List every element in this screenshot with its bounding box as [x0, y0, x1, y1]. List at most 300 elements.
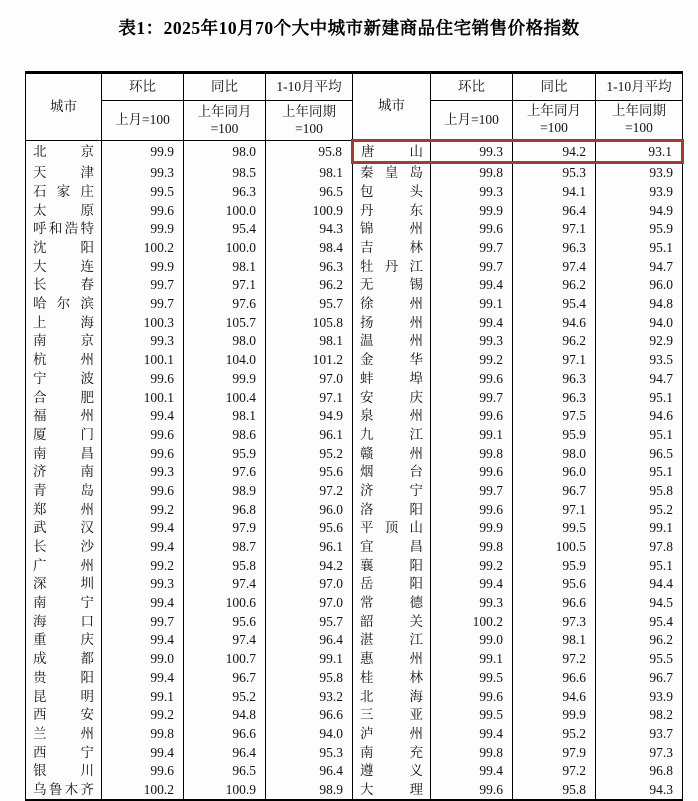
city-cell: [26, 481, 102, 500]
city-name: 长 春: [33, 277, 94, 293]
value-cell: 97.6: [184, 295, 266, 314]
header-avg-left: 1-10月平均: [266, 73, 353, 101]
value-cell: 99.4: [102, 668, 184, 687]
value-cell: 99.3: [102, 575, 184, 594]
value-cell: 100.1: [102, 388, 184, 407]
value-cell: 97.1: [513, 220, 596, 239]
value-cell: 96.5: [596, 444, 683, 463]
value-cell: 96.2: [596, 631, 683, 650]
city-cell: [353, 556, 431, 575]
city-cell: [353, 238, 431, 257]
city-name: 乌 鲁 木 齐: [33, 781, 94, 797]
table-row: [26, 463, 683, 482]
value-cell: 99.6: [431, 369, 513, 388]
value-cell: 95.4: [184, 220, 266, 239]
table-row: [26, 650, 683, 669]
value-cell: 96.2: [513, 276, 596, 295]
value-cell: 95.3: [513, 162, 596, 182]
city-name: 成 都: [33, 651, 94, 667]
value-cell: 100.4: [184, 388, 266, 407]
value-cell: 99.4: [102, 537, 184, 556]
value-cell: 99.6: [102, 201, 184, 220]
value-cell: 95.8: [266, 668, 353, 687]
city-cell: [353, 407, 431, 426]
value-cell: 96.6: [513, 594, 596, 613]
city-cell: [26, 141, 102, 163]
value-cell: 96.6: [513, 668, 596, 687]
value-cell: 99.6: [431, 463, 513, 482]
value-cell: 95.8: [596, 481, 683, 500]
value-cell: 97.1: [513, 500, 596, 519]
city-name: 上 海: [33, 314, 94, 330]
city-name: 秦 皇 岛: [360, 165, 423, 181]
value-cell: 96.4: [184, 743, 266, 762]
city-cell: [353, 220, 431, 239]
value-cell: 98.4: [266, 238, 353, 257]
value-cell: 99.1: [431, 425, 513, 444]
city-name: 唐 山: [361, 143, 423, 159]
value-cell: 95.9: [596, 220, 683, 239]
value-cell: 93.7: [596, 724, 683, 743]
value-cell: 98.0: [184, 332, 266, 351]
value-cell: 97.4: [513, 257, 596, 276]
city-name: 吉 林: [360, 240, 423, 256]
value-cell: 96.8: [596, 762, 683, 781]
city-name: 长 沙: [33, 539, 94, 555]
value-cell: 97.1: [513, 351, 596, 370]
value-cell: 95.5: [596, 650, 683, 669]
value-cell: 95.8: [513, 780, 596, 800]
value-cell: 96.5: [266, 182, 353, 201]
value-cell: 99.7: [102, 276, 184, 295]
city-name: 丹 东: [360, 202, 423, 218]
value-cell: 97.1: [266, 388, 353, 407]
city-name: 大 理: [360, 781, 423, 797]
value-cell: 93.9: [596, 162, 683, 182]
table-row: [26, 594, 683, 613]
value-cell: 94.0: [266, 724, 353, 743]
value-cell: 96.4: [513, 201, 596, 220]
table-row: [26, 276, 683, 295]
city-name: 赣 州: [360, 445, 423, 461]
city-name: 扬 州: [360, 314, 423, 330]
value-cell: 95.2: [596, 500, 683, 519]
city-name: 昆 明: [33, 688, 94, 704]
value-cell: 94.6: [596, 407, 683, 426]
header-mom-base-right: 上月=100: [431, 101, 513, 141]
value-cell: 93.5: [596, 351, 683, 370]
value-cell: 98.0: [513, 444, 596, 463]
value-cell: 97.3: [596, 743, 683, 762]
value-cell: 97.6: [184, 463, 266, 482]
city-cell: [353, 724, 431, 743]
city-name: 南 昌: [33, 445, 94, 461]
city-name: 天 津: [33, 164, 94, 180]
value-cell: 99.3: [102, 463, 184, 482]
table-row: [26, 612, 683, 631]
value-cell: 100.2: [102, 238, 184, 257]
city-name: 西 宁: [33, 744, 94, 760]
city-name: 南 宁: [33, 595, 94, 611]
city-name: 杭 州: [33, 352, 94, 368]
table-body: [26, 141, 683, 801]
value-cell: 94.2: [266, 556, 353, 575]
value-cell: 99.5: [431, 706, 513, 725]
highlighted-value-cell: 99.3: [431, 141, 513, 163]
value-cell: 98.5: [184, 162, 266, 182]
city-cell: [26, 351, 102, 370]
value-cell: 96.5: [184, 762, 266, 781]
city-cell: [353, 295, 431, 314]
value-cell: 95.8: [266, 141, 353, 163]
city-cell: [26, 332, 102, 351]
city-cell: [353, 575, 431, 594]
city-cell: [353, 425, 431, 444]
value-cell: 99.4: [102, 631, 184, 650]
city-name: 西 安: [33, 707, 94, 723]
value-cell: 97.2: [266, 481, 353, 500]
table-row: [26, 743, 683, 762]
table-row: [26, 537, 683, 556]
value-cell: 99.6: [102, 481, 184, 500]
city-cell: [26, 780, 102, 800]
city-cell: [26, 762, 102, 781]
value-cell: 99.7: [431, 388, 513, 407]
city-name: 遵 义: [360, 763, 423, 779]
city-name: 烟 台: [360, 464, 423, 480]
table-row: [26, 201, 683, 220]
value-cell: 94.4: [596, 575, 683, 594]
city-name: 洛 阳: [360, 501, 423, 517]
value-cell: 96.7: [184, 668, 266, 687]
value-cell: 99.7: [102, 612, 184, 631]
city-cell: [26, 575, 102, 594]
city-cell: [26, 594, 102, 613]
value-cell: 96.7: [596, 668, 683, 687]
table-row: [26, 519, 683, 538]
value-cell: 99.1: [266, 650, 353, 669]
value-cell: 96.0: [596, 276, 683, 295]
value-cell: 99.1: [596, 519, 683, 538]
city-cell: [353, 182, 431, 201]
city-cell: [26, 724, 102, 743]
value-cell: 100.5: [513, 537, 596, 556]
table-row: [26, 388, 683, 407]
value-cell: 96.3: [513, 388, 596, 407]
city-cell: [353, 762, 431, 781]
city-cell: [353, 706, 431, 725]
city-name: 广 州: [33, 557, 94, 573]
value-cell: 95.1: [596, 463, 683, 482]
city-cell: [26, 463, 102, 482]
value-cell: 98.1: [266, 162, 353, 182]
city-cell: [353, 687, 431, 706]
value-cell: 97.9: [513, 743, 596, 762]
table-row: [26, 141, 683, 163]
city-name: 太 原: [33, 202, 94, 218]
city-cell: [353, 162, 431, 182]
header-yoy-base-right: 上年同月 =100: [513, 101, 596, 141]
table-row: [26, 556, 683, 575]
value-cell: 94.6: [513, 687, 596, 706]
header-city-right: 城市: [353, 73, 431, 141]
city-name: 韶 关: [360, 613, 423, 629]
value-cell: 98.0: [184, 141, 266, 163]
city-name: 大 连: [33, 258, 94, 274]
value-cell: 100.9: [184, 780, 266, 800]
city-cell: [26, 687, 102, 706]
city-name: 重 庆: [33, 632, 94, 648]
city-cell: [353, 313, 431, 332]
value-cell: 99.6: [102, 444, 184, 463]
value-cell: 99.2: [102, 706, 184, 725]
header-avg-base-left: 上年同期 =100: [266, 101, 353, 141]
value-cell: 98.1: [184, 257, 266, 276]
value-cell: 100.6: [184, 594, 266, 613]
header-city-left: 城市: [26, 73, 102, 141]
table-row: [26, 706, 683, 725]
table-row: [26, 780, 683, 800]
value-cell: 98.9: [266, 780, 353, 800]
value-cell: 99.9: [102, 141, 184, 163]
highlighted-value-cell: 93.1: [596, 141, 683, 163]
city-cell: [353, 257, 431, 276]
header-yoy-right: 同比: [513, 73, 596, 101]
value-cell: 99.5: [102, 182, 184, 201]
value-cell: 99.6: [431, 687, 513, 706]
value-cell: 99.5: [431, 668, 513, 687]
value-cell: 94.3: [266, 220, 353, 239]
value-cell: 95.8: [184, 556, 266, 575]
value-cell: 99.9: [431, 519, 513, 538]
city-name: 海 口: [33, 613, 94, 629]
price-index-table: [25, 71, 684, 801]
value-cell: 99.7: [431, 481, 513, 500]
city-name: 贵 阳: [33, 669, 94, 685]
city-name: 锦 州: [360, 221, 423, 237]
city-cell: [26, 238, 102, 257]
table-row: [26, 162, 683, 182]
table-row: [26, 369, 683, 388]
city-cell: [353, 594, 431, 613]
city-cell: [353, 481, 431, 500]
page-title: 表1：2025年10月70个大中城市新建商品住宅销售价格指数: [118, 18, 580, 38]
value-cell: 94.0: [596, 313, 683, 332]
table-row: [26, 407, 683, 426]
value-cell: 99.1: [102, 687, 184, 706]
city-cell: [26, 500, 102, 519]
table-row: [26, 295, 683, 314]
table-row: [26, 724, 683, 743]
table-row: [26, 687, 683, 706]
value-cell: 99.6: [431, 500, 513, 519]
city-name: 金 华: [360, 352, 423, 368]
city-name: 蚌 埠: [360, 370, 423, 386]
city-cell: [26, 295, 102, 314]
value-cell: 99.4: [431, 575, 513, 594]
city-name: 福 州: [33, 408, 94, 424]
city-name: 牡 丹 江: [360, 258, 423, 274]
value-cell: 99.6: [431, 407, 513, 426]
value-cell: 99.9: [513, 706, 596, 725]
value-cell: 99.6: [102, 425, 184, 444]
value-cell: 95.7: [266, 295, 353, 314]
value-cell: 100.2: [102, 780, 184, 800]
value-cell: 99.4: [102, 407, 184, 426]
value-cell: 98.1: [513, 631, 596, 650]
value-cell: 99.6: [431, 220, 513, 239]
value-cell: 99.3: [102, 162, 184, 182]
value-cell: 94.3: [596, 780, 683, 800]
value-cell: 99.0: [102, 650, 184, 669]
value-cell: 97.0: [266, 575, 353, 594]
value-cell: 97.0: [266, 369, 353, 388]
highlighted-value-cell: 94.2: [513, 141, 596, 163]
city-name: 济 宁: [360, 482, 423, 498]
city-name: 岳 阳: [360, 576, 423, 592]
value-cell: 96.2: [266, 276, 353, 295]
value-cell: 99.3: [431, 332, 513, 351]
city-cell: [26, 182, 102, 201]
value-cell: 94.5: [596, 594, 683, 613]
value-cell: 100.1: [102, 351, 184, 370]
city-cell: [353, 332, 431, 351]
value-cell: 104.0: [184, 351, 266, 370]
table-row: [26, 313, 683, 332]
city-cell: [26, 556, 102, 575]
value-cell: 95.6: [266, 519, 353, 538]
table-row: [26, 351, 683, 370]
highlighted-city-cell: [353, 141, 431, 163]
value-cell: 97.9: [184, 519, 266, 538]
value-cell: 99.2: [102, 556, 184, 575]
city-cell: [26, 650, 102, 669]
value-cell: 94.6: [513, 313, 596, 332]
city-name: 温 州: [360, 333, 423, 349]
table-row: [26, 257, 683, 276]
value-cell: 105.7: [184, 313, 266, 332]
city-cell: [353, 612, 431, 631]
value-cell: 99.9: [102, 220, 184, 239]
value-cell: 96.4: [266, 762, 353, 781]
city-cell: [26, 706, 102, 725]
value-cell: 97.4: [184, 575, 266, 594]
value-cell: 95.7: [266, 612, 353, 631]
city-name: 沈 阳: [33, 240, 94, 256]
value-cell: 99.8: [431, 743, 513, 762]
value-cell: 98.6: [184, 425, 266, 444]
city-cell: [353, 537, 431, 556]
value-cell: 95.1: [596, 388, 683, 407]
city-name: 深 圳: [33, 576, 94, 592]
value-cell: 99.4: [431, 313, 513, 332]
city-cell: [353, 276, 431, 295]
value-cell: 99.4: [102, 519, 184, 538]
city-cell: [353, 444, 431, 463]
value-cell: 99.8: [431, 537, 513, 556]
city-cell: [26, 201, 102, 220]
value-cell: 96.1: [266, 537, 353, 556]
value-cell: 96.0: [513, 463, 596, 482]
city-cell: [26, 369, 102, 388]
table-row: [26, 668, 683, 687]
table-row: [26, 220, 683, 239]
value-cell: 99.7: [102, 295, 184, 314]
value-cell: 95.3: [266, 743, 353, 762]
value-cell: 99.4: [431, 762, 513, 781]
value-cell: 100.3: [102, 313, 184, 332]
value-cell: 97.4: [184, 631, 266, 650]
value-cell: 99.2: [431, 351, 513, 370]
city-name: 泉 州: [360, 408, 423, 424]
city-name: 三 亚: [360, 707, 423, 723]
city-name: 青 岛: [33, 482, 94, 498]
value-cell: 105.8: [266, 313, 353, 332]
header-yoy-base-left: 上年同月 =100: [184, 101, 266, 141]
city-cell: [26, 668, 102, 687]
value-cell: 95.2: [513, 724, 596, 743]
value-cell: 97.2: [513, 762, 596, 781]
city-name: 无 锡: [360, 277, 423, 293]
value-cell: 97.2: [513, 650, 596, 669]
city-name: 襄 阳: [360, 557, 423, 573]
city-name: 石 家 庄: [33, 183, 94, 199]
city-name: 宁 波: [33, 370, 94, 386]
city-cell: [26, 612, 102, 631]
value-cell: 96.3: [513, 369, 596, 388]
value-cell: 99.3: [431, 182, 513, 201]
city-cell: [26, 220, 102, 239]
value-cell: 99.6: [102, 369, 184, 388]
table-row: [26, 500, 683, 519]
value-cell: 97.8: [596, 537, 683, 556]
value-cell: 95.4: [596, 612, 683, 631]
value-cell: 96.6: [266, 706, 353, 725]
value-cell: 97.5: [513, 407, 596, 426]
value-cell: 94.9: [266, 407, 353, 426]
table-row: [26, 425, 683, 444]
city-name: 九 江: [360, 426, 423, 442]
value-cell: 94.8: [596, 295, 683, 314]
value-cell: 95.2: [266, 444, 353, 463]
city-name: 南 充: [360, 744, 423, 760]
city-cell: [26, 276, 102, 295]
value-cell: 99.7: [431, 257, 513, 276]
value-cell: 93.2: [266, 687, 353, 706]
city-cell: [26, 537, 102, 556]
city-name: 北 海: [360, 688, 423, 704]
value-cell: 100.7: [184, 650, 266, 669]
city-name: 银 川: [33, 763, 94, 779]
value-cell: 95.9: [513, 425, 596, 444]
city-name: 徐 州: [360, 296, 423, 312]
city-cell: [353, 743, 431, 762]
value-cell: 99.9: [431, 201, 513, 220]
table-row: [26, 481, 683, 500]
value-cell: 97.1: [184, 276, 266, 295]
city-cell: [26, 313, 102, 332]
table-row: [26, 332, 683, 351]
value-cell: 100.0: [184, 238, 266, 257]
city-name: 北 京: [33, 143, 94, 159]
value-cell: 98.2: [596, 706, 683, 725]
value-cell: 94.7: [596, 257, 683, 276]
value-cell: 95.6: [184, 612, 266, 631]
value-cell: 100.0: [184, 201, 266, 220]
value-cell: 99.2: [102, 500, 184, 519]
value-cell: 99.5: [513, 519, 596, 538]
value-cell: 99.4: [431, 724, 513, 743]
